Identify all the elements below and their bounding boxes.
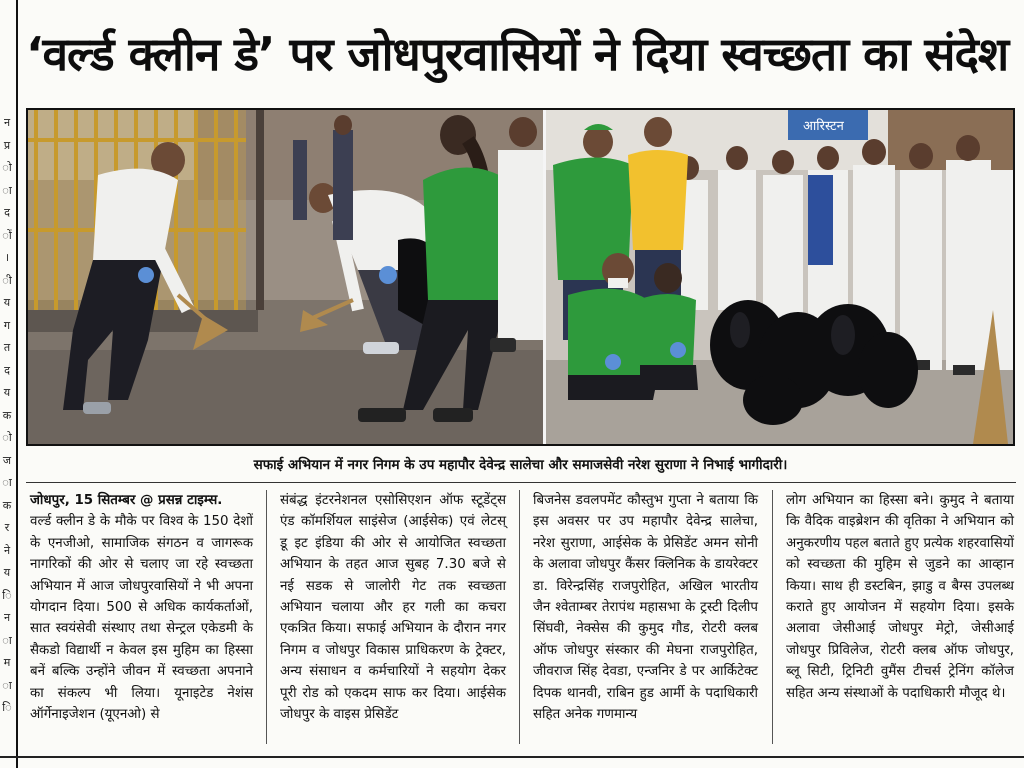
margin-fragment: ों [2,228,12,242]
storefront-sign: आरिस्टन [803,119,844,134]
article-column-3 [533,490,758,750]
article-text-2: संबंद्ध इंटरनेशनल एसोसिएशन ऑफ स्टूडेंट्स एंड कॉमर्शियल साइंसेज (आईसेक) एवं लेटस् डू इट इंडिया की ओर से आयोजित स्वच्छता अभियान के तहत आज सुबह 7.30 बजे से नई सडक से जालोरी गेट तक स्वच्छता अभियान चलाया और हर गली का कचरा एकत्रित किया। सफाई अभियान के दौरान नगर निगम व जोधपुर विकास प्राधिकरण के ट्रेक्टर, अन्य संसाधन व कर्मचारियों ने सहयोग देकर पूरी रोड को एकदम साफ कर दिया। आईसेक जोधपुर के वाइस प्रेसिडेंट [280,493,506,723]
margin-fragment: द [4,363,10,377]
news-photo [26,108,1015,446]
margin-fragment: ा [2,476,12,489]
margin-fragment: य [3,386,11,399]
margin-fragment: ने [3,543,11,557]
margin-fragment: म [3,656,11,669]
margin-fragment: ा [2,678,12,692]
margin-fragment: ि [2,701,12,714]
article-column-4 [786,490,1014,750]
article-column-1 [30,490,253,750]
margin-fragment: य [3,566,11,579]
margin-fragment: न [3,116,11,129]
page-bottom-rule [0,756,1024,758]
margin-fragment: क [2,498,12,512]
article-text-3: बिजनेस डवलपमेंट कौस्तुभ गुप्ता ने बताया कि इस अवसर पर उप महापौर देवेन्द्र सालेचा, नरेश सुराणा, आईसेक के प्रेसिडेंट अमन सोनी के अलावा जोधपुर कैंसर क्लिनिक के डायरेक्टर डा. विरेन्द्रसिंह राजपुरोहित, अखिल भारतीय जैन श्वेताम्बर तेरापंथ महासभा के ट्रस्टी दिलीप सिंघवी, नेक्सेस की कुमुद गौड, रोटरी क्लब ऑफ जोधपुर संस्कार की मेघना राजपुरोहित, जीवराज सिंह देवडा, एन्जनिर डे पर आर्किटेक्ट दिपक थानवी, राबिन हुड आर्मी के पदाधिकारी सहित अनेक गणमान्य [533,493,758,723]
article-text-4: लोग अभियान का हिस्सा बने। कुमुद ने बताया कि वैदिक वाइब्रेशन की वृतिका ने अभियान को अनुकरणीय पहल बताते हुए प्रत्येक शहरवासियों को स्वच्छता की मुहिम से जुडने का आव्हान किया। साथ ही डस्टबिन, झाडु व बैग्स उपलब्ध कराते हुए आयोजन में सहयोग दिया। इसके अलावा जेसीआई जोधपुर मेट्रो, जेसीआई जोधपुर प्रिविलेज, रोटरी क्लब ऑफ जोधपुर, ब्लू सिटी, ट्रिनिटी वुमैंस टीचर्स ट्रेनिंग कॉलेज सहित अन्य संस्थाओं के पदाधिकारी मौजूद थे। [786,493,1014,701]
photo-left-sweeping [28,110,543,444]
margin-fragment: य [3,296,11,309]
margin-fragment: प्र [3,138,11,152]
photo-caption: सफाई अभियान में नगर निगम के उप महापौर देवेन्द्र सालेचा और समाजसेवी नरेश सुराणा ने निभाई भागीदारी। [253,457,788,473]
margin-fragment: द [4,206,10,219]
margin-fragment: ग [3,318,11,332]
margin-fragment: र [4,521,10,534]
margin-fragment: ी [2,273,12,287]
margin-fragment: क [2,408,12,422]
left-margin-strip [0,0,18,768]
caption-rule [26,482,1016,483]
photo-illustration [28,110,1013,444]
margin-fragment: ा [2,633,12,647]
margin-fragment: ो [2,161,12,174]
article-text-1: वर्ल्ड क्लीन डे के मौके पर विश्व के 150 देशों के एनजीओ, सामाजिक संगठन व जागरूक नागरिकों की ओर से चलाए जा रहे स्वच्छता अभियान में आज जोधपुरवासियों ने भी अपना योगदान दिया। 500 से अधिक कार्यकर्ताओं, सात स्वयंसेवी संस्थाए तथा सेन्ट्रल एकेडमी के सैकडो विद्यार्थी न केवल इस मुहिम का हिस्सा बनें बल्कि उन्होंने जीवन में स्वच्छता अपनाने का संकल्प भी लिया। यूनाइटेड नेशंस ऑर्गेनाइजेशन (यूएनओ) से [30,514,253,723]
margin-fragment: । [4,251,10,264]
dateline: जोधपुर, 15 सितम्बर @ प्रसन्न टाइम्स. [30,493,223,508]
article-column-2 [280,490,506,750]
column-divider [266,490,267,744]
margin-fragment: ा [2,183,12,197]
margin-fragment: त [3,341,11,354]
column-divider [772,490,773,744]
photo-right-group [546,110,1013,444]
margin-fragment: ज [2,453,12,467]
margin-fragment: ो [2,431,12,444]
margin-fragment: न [3,611,11,624]
margin-fragment: ि [2,588,12,602]
column-divider [519,490,520,744]
headline: ‘वर्ल्ड क्लीन डे’ पर जोधपुरवासियों ने दिया स्वच्छता का संदेश [26,27,1009,81]
